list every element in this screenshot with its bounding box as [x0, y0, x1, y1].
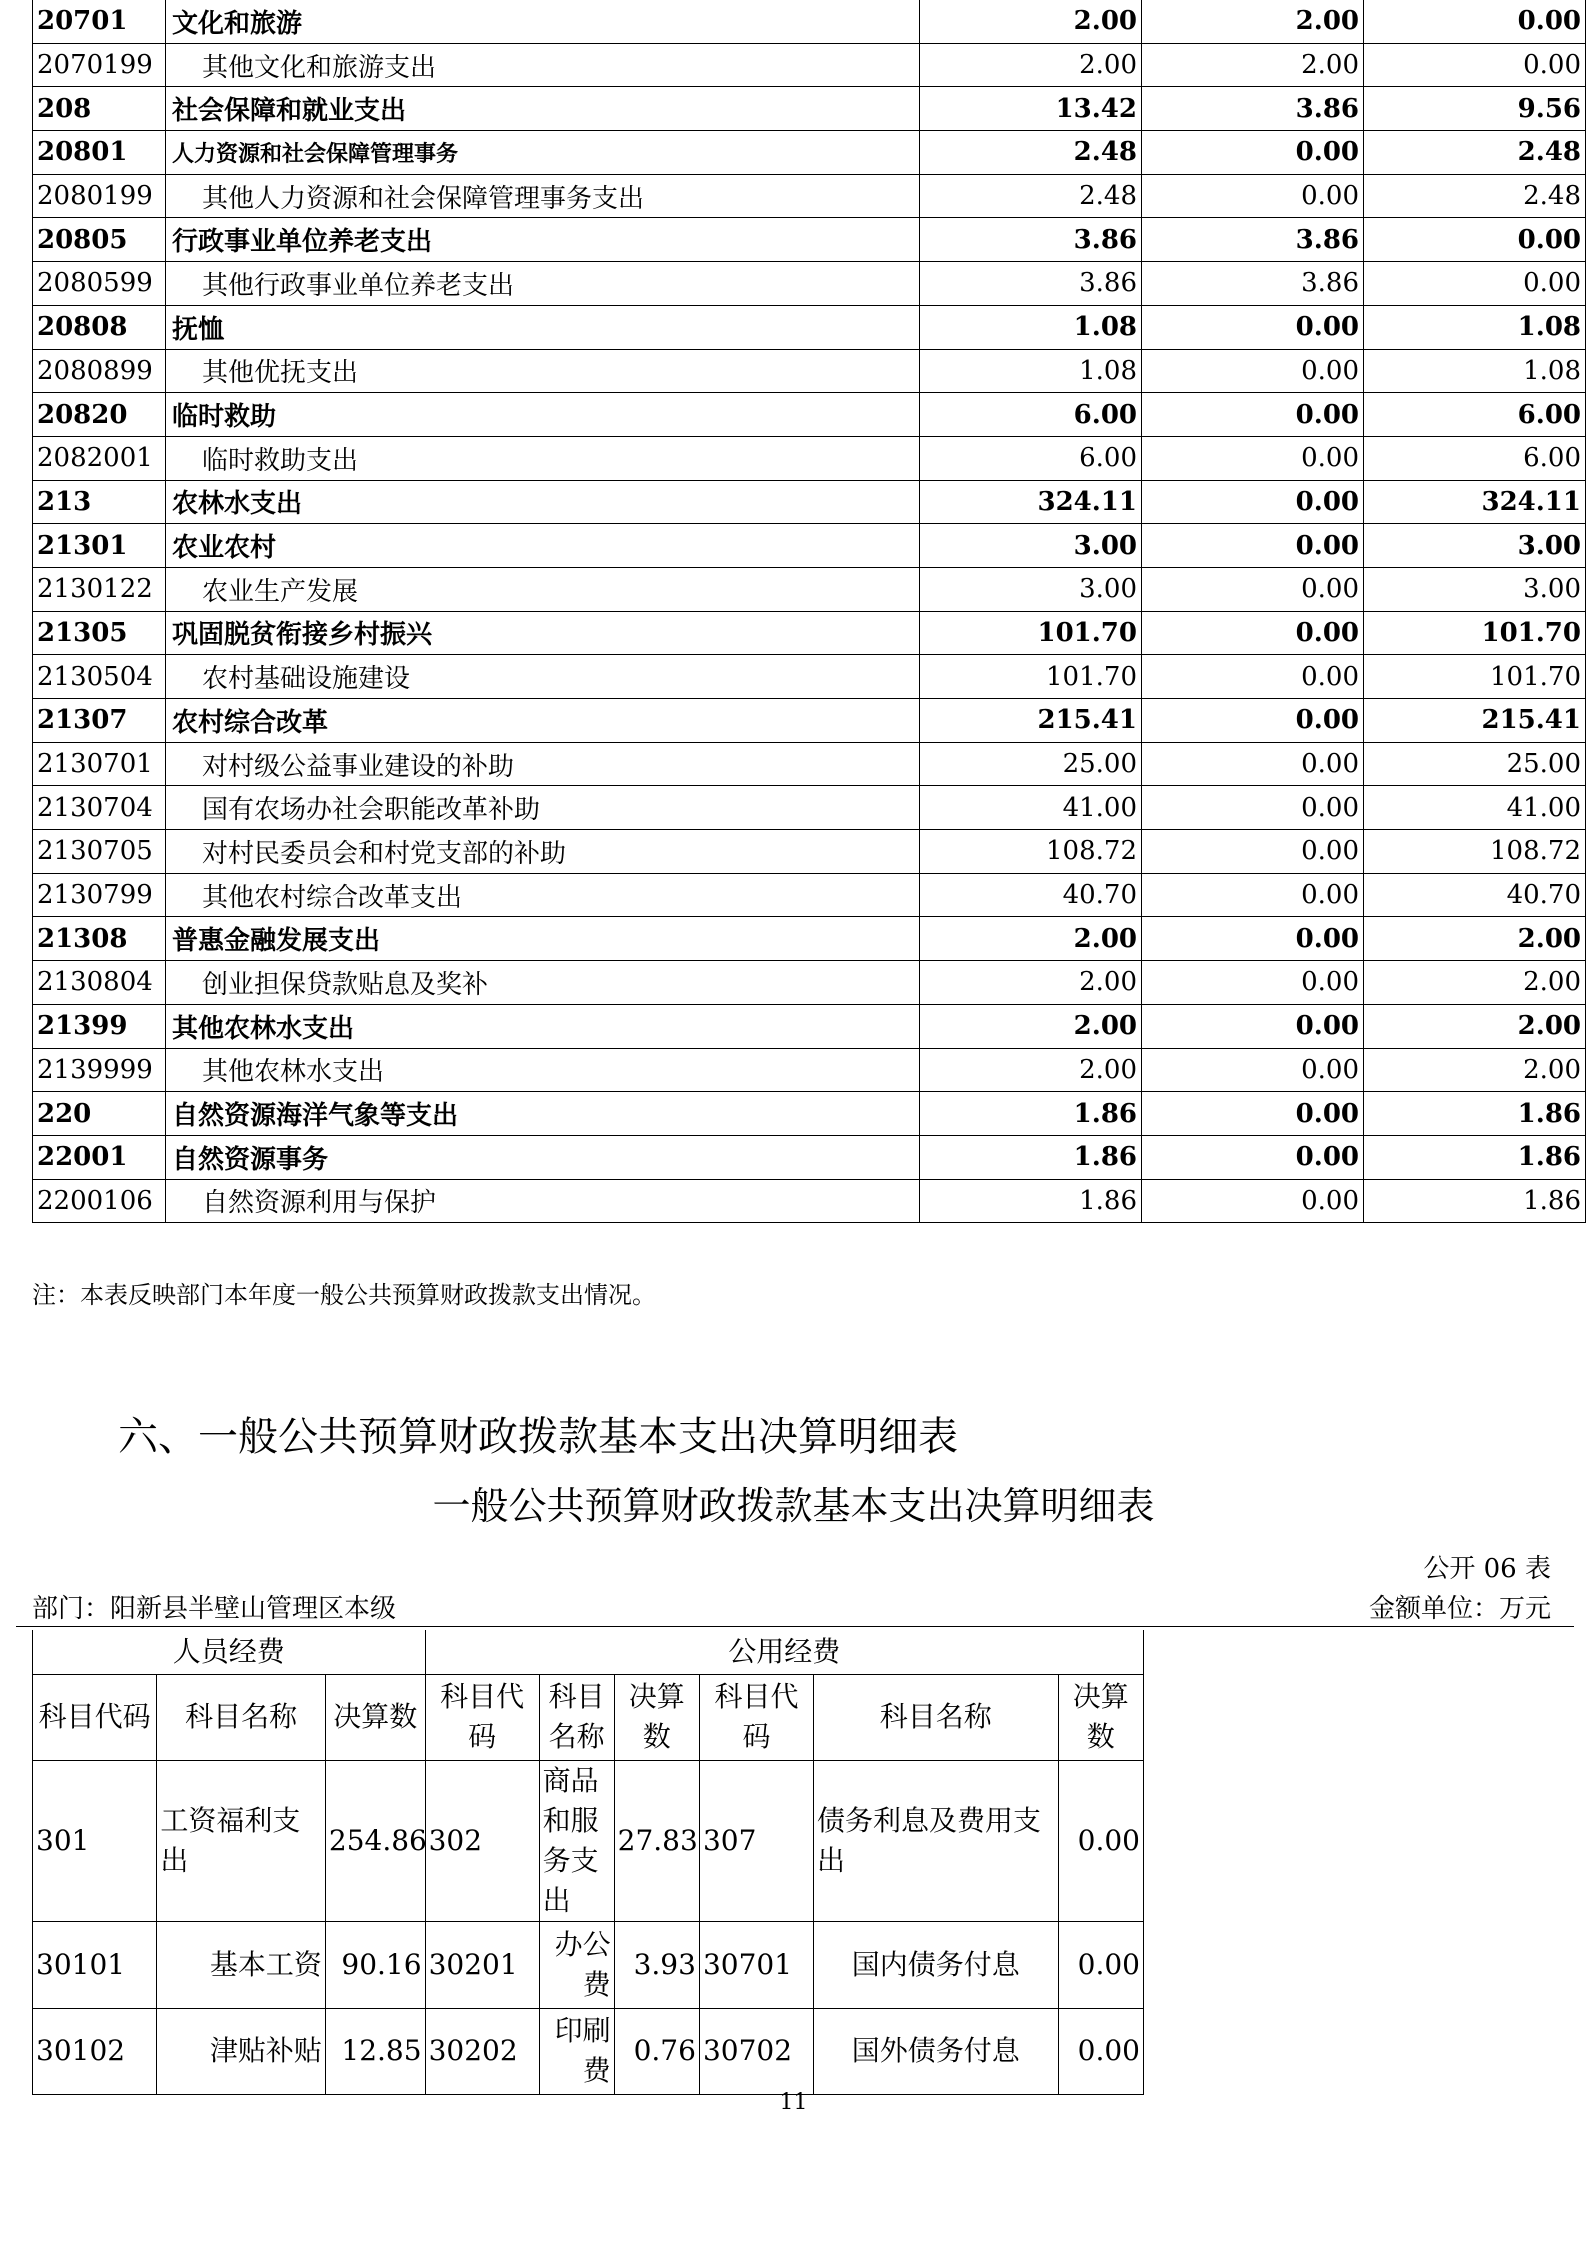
table-row	[33, 1921, 1144, 2008]
cell: 12.85	[325, 2008, 425, 2094]
cell-code: 2080599	[33, 262, 166, 306]
cell-project: 41.00	[1364, 786, 1586, 830]
cell-basic: 0.00	[1142, 480, 1364, 524]
cell-code: 2130705	[33, 830, 166, 874]
cell-project: 25.00	[1364, 742, 1586, 786]
col-header: 决算数	[1058, 1674, 1143, 1760]
cell-basic: 0.00	[1142, 174, 1364, 218]
cell-name: 农业生产发展	[166, 567, 920, 611]
cell-basic: 3.86	[1142, 87, 1364, 131]
cell: 302	[425, 1760, 539, 1921]
cell-code: 2130704	[33, 786, 166, 830]
cell: 30201	[425, 1921, 539, 2008]
cell-project: 1.86	[1364, 1179, 1586, 1223]
cell-name: 行政事业单位养老支出	[166, 218, 920, 262]
table-row	[33, 174, 1586, 218]
cell-project: 2.48	[1364, 174, 1586, 218]
cell-project: 0.00	[1364, 262, 1586, 306]
cell-total: 6.00	[920, 393, 1142, 437]
table-row	[33, 1760, 1144, 1921]
cell: 30701	[699, 1921, 813, 2008]
cell-code: 20801	[33, 131, 166, 175]
cell-code: 2200106	[33, 1179, 166, 1223]
group-header-public: 公用经费	[425, 1630, 1143, 1674]
cell-total: 3.86	[920, 218, 1142, 262]
cell-code: 2130504	[33, 655, 166, 699]
cell-name: 其他农林水支出	[166, 1048, 920, 1092]
table-row	[33, 436, 1586, 480]
cell-total: 1.08	[920, 349, 1142, 393]
table-row	[33, 262, 1586, 306]
cell: 254.86	[325, 1760, 425, 1921]
table-row	[33, 1048, 1586, 1092]
cell-total: 6.00	[920, 436, 1142, 480]
cell-name: 其他文化和旅游支出	[166, 43, 920, 87]
cell-project: 6.00	[1364, 393, 1586, 437]
cell-name: 抚恤	[166, 305, 920, 349]
cell-basic: 2.00	[1142, 43, 1364, 87]
col-header: 决算数	[614, 1674, 699, 1760]
table-row	[33, 87, 1586, 131]
col-header: 科目名称	[814, 1674, 1059, 1760]
table-row	[33, 305, 1586, 349]
cell-name: 临时救助	[166, 393, 920, 437]
cell-basic: 0.00	[1142, 1004, 1364, 1048]
table-row	[33, 611, 1586, 655]
cell-name: 其他行政事业单位养老支出	[166, 262, 920, 306]
cell-project: 108.72	[1364, 830, 1586, 874]
cell-basic: 0.00	[1142, 699, 1364, 743]
cell-project: 215.41	[1364, 699, 1586, 743]
table-row	[33, 524, 1586, 568]
cell-total: 2.00	[920, 917, 1142, 961]
cell-basic: 0.00	[1142, 305, 1364, 349]
table-row	[33, 655, 1586, 699]
cell-name: 其他农村综合改革支出	[166, 873, 920, 917]
unit-label: 金额单位：万元	[1368, 1594, 1551, 1624]
cell-total: 2.00	[920, 0, 1142, 43]
table-row	[33, 131, 1586, 175]
table-row	[33, 699, 1586, 743]
cell-project: 6.00	[1364, 436, 1586, 480]
cell-basic: 0.00	[1142, 436, 1364, 480]
col-header: 科目代码	[33, 1674, 157, 1760]
table-row	[33, 567, 1586, 611]
cell-total: 101.70	[920, 655, 1142, 699]
table-row	[33, 742, 1586, 786]
cell-total: 1.86	[920, 1179, 1142, 1223]
cell-name: 自然资源海洋气象等支出	[166, 1092, 920, 1136]
cell-code: 21308	[33, 917, 166, 961]
table-row	[33, 961, 1586, 1005]
expenditure-table	[32, 0, 1586, 1223]
cell: 30101	[33, 1921, 157, 2008]
cell-code: 2130799	[33, 873, 166, 917]
cell-project: 0.00	[1364, 43, 1586, 87]
cell-project: 1.86	[1364, 1092, 1586, 1136]
cell-name: 巩固脱贫衔接乡村振兴	[166, 611, 920, 655]
cell: 0.00	[1058, 1921, 1143, 2008]
cell-project: 0.00	[1364, 218, 1586, 262]
cell-project: 324.11	[1364, 480, 1586, 524]
cell-basic: 0.00	[1142, 1048, 1364, 1092]
cell-project: 2.00	[1364, 1048, 1586, 1092]
cell-basic: 0.00	[1142, 1179, 1364, 1223]
basic-expenditure-detail-table	[32, 1630, 1144, 2095]
cell-code: 22001	[33, 1135, 166, 1179]
cell: 商品和服务支出	[539, 1760, 614, 1921]
cell-project: 0.00	[1364, 0, 1586, 43]
cell-code: 2130804	[33, 961, 166, 1005]
cell-total: 41.00	[920, 786, 1142, 830]
page-number: 11	[779, 2090, 808, 2115]
cell-name: 农村基础设施建设	[166, 655, 920, 699]
cell: 工资福利支出	[157, 1760, 326, 1921]
cell-project: 2.00	[1364, 1004, 1586, 1048]
cell-name: 其他人力资源和社会保障管理事务支出	[166, 174, 920, 218]
cell: 27.83	[614, 1760, 699, 1921]
cell-total: 324.11	[920, 480, 1142, 524]
cell: 津贴补贴	[157, 2008, 326, 2094]
group-header-personnel: 人员经费	[33, 1630, 426, 1674]
table-row	[33, 1004, 1586, 1048]
cell-code: 208	[33, 87, 166, 131]
cell-code: 220	[33, 1092, 166, 1136]
cell-code: 2082001	[33, 436, 166, 480]
cell: 基本工资	[157, 1921, 326, 2008]
table-row	[33, 0, 1586, 43]
col-header: 科目名称	[539, 1674, 614, 1760]
table-note: 注：本表反映部门本年度一般公共预算财政拨款支出情况。	[32, 1281, 656, 1309]
cell-total: 1.08	[920, 305, 1142, 349]
cell-basic: 2.00	[1142, 0, 1364, 43]
cell-basic: 0.00	[1142, 742, 1364, 786]
cell-basic: 0.00	[1142, 1135, 1364, 1179]
table-row	[33, 2008, 1144, 2094]
cell-project: 1.08	[1364, 305, 1586, 349]
cell-code: 2139999	[33, 1048, 166, 1092]
col-header: 科目名称	[157, 1674, 326, 1760]
cell-basic: 0.00	[1142, 786, 1364, 830]
header-rule	[16, 1626, 1574, 1627]
cell-basic: 3.86	[1142, 218, 1364, 262]
cell-total: 108.72	[920, 830, 1142, 874]
cell-basic: 0.00	[1142, 611, 1364, 655]
cell-name: 其他农林水支出	[166, 1004, 920, 1048]
section-heading: 六、一般公共预算财政拨款基本支出决算明细表	[118, 1414, 958, 1460]
cell-total: 2.00	[920, 1004, 1142, 1048]
cell-project: 40.70	[1364, 873, 1586, 917]
cell: 3.93	[614, 1921, 699, 2008]
cell-name: 农村综合改革	[166, 699, 920, 743]
cell-basic: 0.00	[1142, 524, 1364, 568]
table-title: 一般公共预算财政拨款基本支出决算明细表	[432, 1484, 1155, 1528]
cell: 国外债务付息	[814, 2008, 1059, 2094]
cell: 301	[33, 1760, 157, 1921]
cell-code: 2080199	[33, 174, 166, 218]
cell-basic: 0.00	[1142, 131, 1364, 175]
table-row	[33, 43, 1586, 87]
cell: 国内债务付息	[814, 1921, 1059, 2008]
cell-project: 9.56	[1364, 87, 1586, 131]
cell-project: 3.00	[1364, 524, 1586, 568]
cell-project: 2.00	[1364, 917, 1586, 961]
cell-total: 3.00	[920, 567, 1142, 611]
cell-total: 215.41	[920, 699, 1142, 743]
cell-project: 2.00	[1364, 961, 1586, 1005]
cell-name: 农林水支出	[166, 480, 920, 524]
cell-project: 101.70	[1364, 655, 1586, 699]
col-header: 科目代码	[699, 1674, 813, 1760]
cell-total: 3.86	[920, 262, 1142, 306]
cell-total: 2.00	[920, 1048, 1142, 1092]
cell: 债务利息及费用支出	[814, 1760, 1059, 1921]
cell-basic: 0.00	[1142, 1092, 1364, 1136]
cell-code: 20808	[33, 305, 166, 349]
cell-name: 对村级公益事业建设的补助	[166, 742, 920, 786]
cell: 0.76	[614, 2008, 699, 2094]
cell: 办公费	[539, 1921, 614, 2008]
cell-project: 3.00	[1364, 567, 1586, 611]
cell-name: 农业农村	[166, 524, 920, 568]
cell-project: 1.08	[1364, 349, 1586, 393]
cell-name: 国有农场办社会职能改革补助	[166, 786, 920, 830]
col-header: 决算数	[325, 1674, 425, 1760]
cell-total: 13.42	[920, 87, 1142, 131]
table-row	[33, 480, 1586, 524]
table-row	[33, 786, 1586, 830]
cell: 307	[699, 1760, 813, 1921]
cell-name: 社会保障和就业支出	[166, 87, 920, 131]
cell-basic: 3.86	[1142, 262, 1364, 306]
cell-total: 2.48	[920, 131, 1142, 175]
table-row	[33, 1092, 1586, 1136]
cell-code: 21301	[33, 524, 166, 568]
col-header: 科目代码	[425, 1674, 539, 1760]
cell-total: 40.70	[920, 873, 1142, 917]
cell-total: 2.00	[920, 961, 1142, 1005]
cell-project: 1.86	[1364, 1135, 1586, 1179]
cell-code: 21399	[33, 1004, 166, 1048]
table-row	[33, 873, 1586, 917]
cell: 印刷费	[539, 2008, 614, 2094]
cell-name: 文化和旅游	[166, 0, 920, 43]
cell-code: 2130122	[33, 567, 166, 611]
cell-code: 20820	[33, 393, 166, 437]
cell-code: 20805	[33, 218, 166, 262]
cell-project: 101.70	[1364, 611, 1586, 655]
cell-project: 2.48	[1364, 131, 1586, 175]
table-row	[33, 830, 1586, 874]
cell-name: 人力资源和社会保障管理事务	[166, 131, 920, 175]
cell-code: 21305	[33, 611, 166, 655]
expenditure-table-body	[33, 0, 1586, 1223]
cell-code: 2080899	[33, 349, 166, 393]
cell-basic: 0.00	[1142, 655, 1364, 699]
cell-code: 2130701	[33, 742, 166, 786]
cell-name: 临时救助支出	[166, 436, 920, 480]
cell: 0.00	[1058, 2008, 1143, 2094]
cell: 30202	[425, 2008, 539, 2094]
cell-name: 普惠金融发展支出	[166, 917, 920, 961]
cell-name: 对村民委员会和村党支部的补助	[166, 830, 920, 874]
cell: 0.00	[1058, 1760, 1143, 1921]
cell-total: 1.86	[920, 1135, 1142, 1179]
cell-basic: 0.00	[1142, 873, 1364, 917]
cell-basic: 0.00	[1142, 961, 1364, 1005]
cell-total: 25.00	[920, 742, 1142, 786]
cell-code: 21307	[33, 699, 166, 743]
table-row	[33, 917, 1586, 961]
table-row	[33, 349, 1586, 393]
cell-basic: 0.00	[1142, 917, 1364, 961]
cell-total: 101.70	[920, 611, 1142, 655]
cell-name: 其他优抚支出	[166, 349, 920, 393]
cell: 30702	[699, 2008, 813, 2094]
cell-total: 3.00	[920, 524, 1142, 568]
table-number: 公开 06 表	[1423, 1554, 1551, 1584]
cell-code: 213	[33, 480, 166, 524]
cell: 30102	[33, 2008, 157, 2094]
cell-name: 自然资源利用与保护	[166, 1179, 920, 1223]
table-row	[33, 1135, 1586, 1179]
table-row	[33, 393, 1586, 437]
cell-basic: 0.00	[1142, 830, 1364, 874]
table-row	[33, 218, 1586, 262]
table-row	[33, 1179, 1586, 1223]
cell-code: 20701	[33, 0, 166, 43]
cell-name: 创业担保贷款贴息及奖补	[166, 961, 920, 1005]
cell-basic: 0.00	[1142, 567, 1364, 611]
cell-name: 自然资源事务	[166, 1135, 920, 1179]
cell-total: 2.00	[920, 43, 1142, 87]
cell-code: 2070199	[33, 43, 166, 87]
cell-total: 1.86	[920, 1092, 1142, 1136]
cell: 90.16	[325, 1921, 425, 2008]
cell-basic: 0.00	[1142, 349, 1364, 393]
cell-total: 2.48	[920, 174, 1142, 218]
department-label: 部门：阳新县半壁山管理区本级	[32, 1594, 397, 1624]
cell-basic: 0.00	[1142, 393, 1364, 437]
